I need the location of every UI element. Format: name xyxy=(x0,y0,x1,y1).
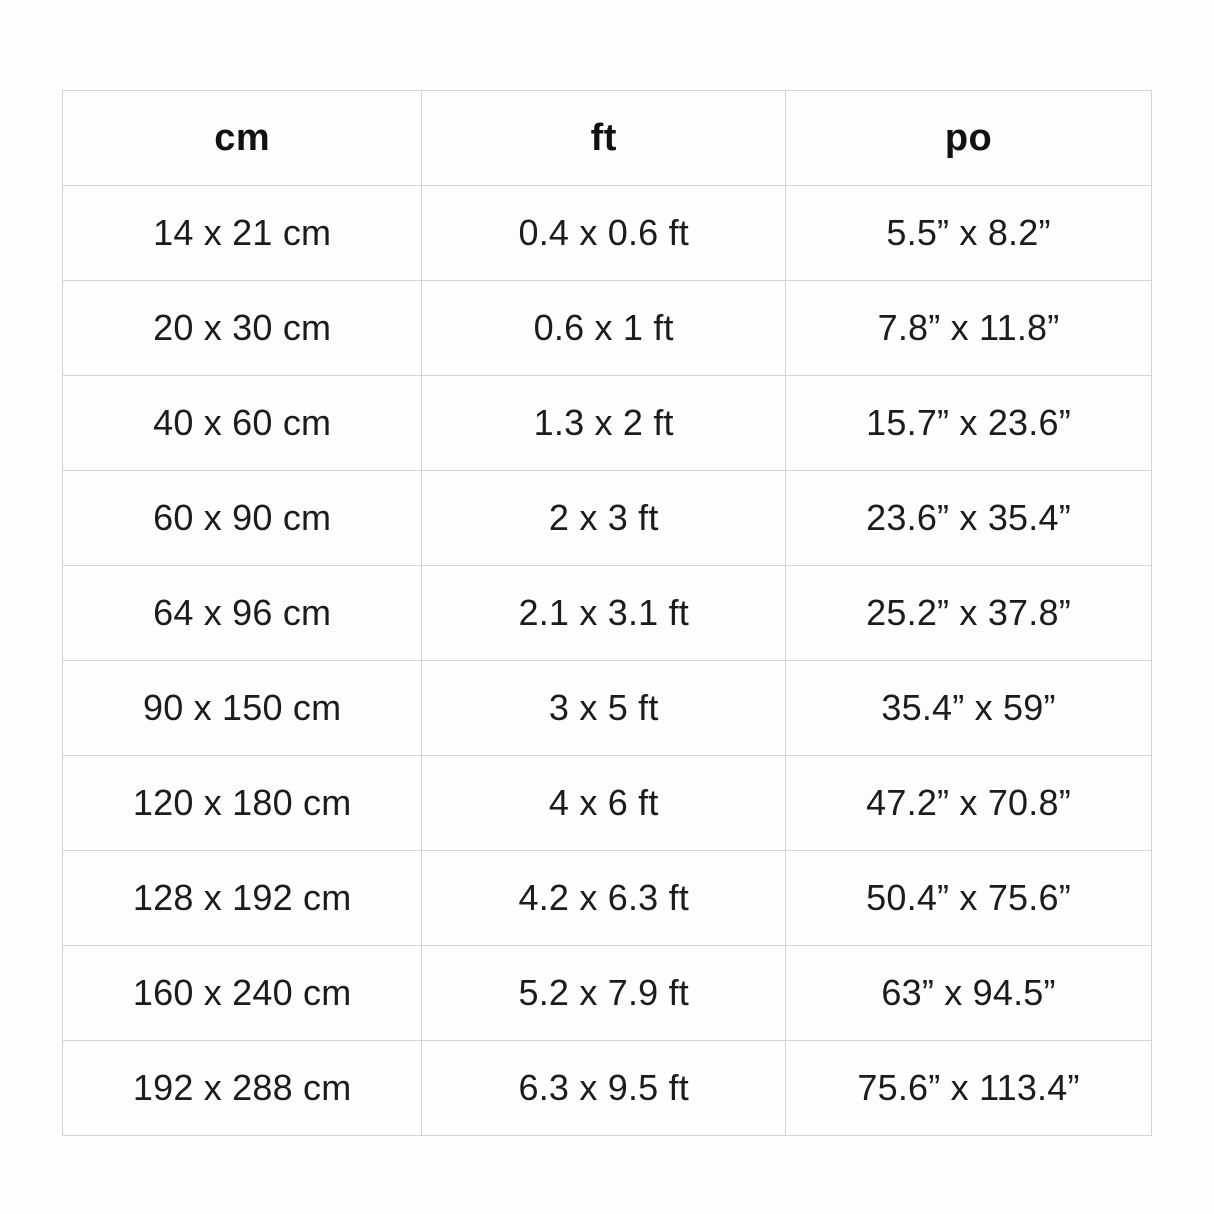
cell-cm: 120 x 180 cm xyxy=(63,756,422,851)
column-header-po: po xyxy=(786,91,1152,186)
column-header-cm: cm xyxy=(63,91,422,186)
table-header-row xyxy=(63,91,1152,186)
cell-po: 25.2” x 37.8” xyxy=(786,566,1152,661)
table-row xyxy=(63,946,1152,1041)
cell-po: 5.5” x 8.2” xyxy=(786,186,1152,281)
size-conversion-table-container xyxy=(62,90,1152,1136)
cell-cm: 192 x 288 cm xyxy=(63,1041,422,1136)
table-row xyxy=(63,756,1152,851)
cell-cm: 20 x 30 cm xyxy=(63,281,422,376)
cell-ft: 3 x 5 ft xyxy=(422,661,786,756)
table-header xyxy=(63,91,1152,186)
table-row xyxy=(63,851,1152,946)
table-row xyxy=(63,566,1152,661)
cell-ft: 4 x 6 ft xyxy=(422,756,786,851)
cell-po: 7.8” x 11.8” xyxy=(786,281,1152,376)
table-row xyxy=(63,1041,1152,1136)
cell-cm: 60 x 90 cm xyxy=(63,471,422,566)
cell-ft: 0.6 x 1 ft xyxy=(422,281,786,376)
cell-cm: 64 x 96 cm xyxy=(63,566,422,661)
table-row xyxy=(63,471,1152,566)
table-row xyxy=(63,376,1152,471)
cell-po: 23.6” x 35.4” xyxy=(786,471,1152,566)
cell-ft: 5.2 x 7.9 ft xyxy=(422,946,786,1041)
cell-cm: 40 x 60 cm xyxy=(63,376,422,471)
cell-ft: 2 x 3 ft xyxy=(422,471,786,566)
cell-ft: 6.3 x 9.5 ft xyxy=(422,1041,786,1136)
cell-po: 50.4” x 75.6” xyxy=(786,851,1152,946)
cell-po: 75.6” x 113.4” xyxy=(786,1041,1152,1136)
cell-ft: 0.4 x 0.6 ft xyxy=(422,186,786,281)
table-row xyxy=(63,186,1152,281)
cell-ft: 1.3 x 2 ft xyxy=(422,376,786,471)
cell-cm: 128 x 192 cm xyxy=(63,851,422,946)
column-header-ft: ft xyxy=(422,91,786,186)
table-row xyxy=(63,661,1152,756)
cell-cm: 14 x 21 cm xyxy=(63,186,422,281)
table-row xyxy=(63,281,1152,376)
cell-po: 15.7” x 23.6” xyxy=(786,376,1152,471)
cell-cm: 160 x 240 cm xyxy=(63,946,422,1041)
cell-ft: 4.2 x 6.3 ft xyxy=(422,851,786,946)
cell-ft: 2.1 x 3.1 ft xyxy=(422,566,786,661)
cell-po: 47.2” x 70.8” xyxy=(786,756,1152,851)
cell-cm: 90 x 150 cm xyxy=(63,661,422,756)
table-body xyxy=(63,186,1152,1136)
cell-po: 63” x 94.5” xyxy=(786,946,1152,1041)
size-conversion-table xyxy=(62,90,1152,1136)
cell-po: 35.4” x 59” xyxy=(786,661,1152,756)
